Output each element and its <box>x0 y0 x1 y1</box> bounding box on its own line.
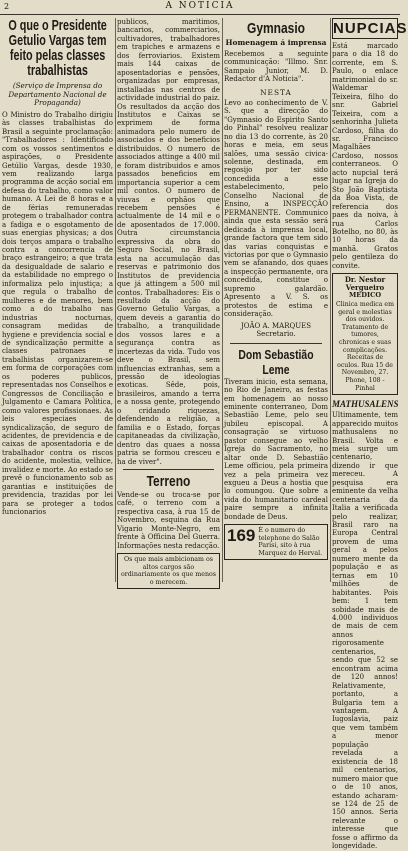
column-rule <box>330 18 331 582</box>
terreno-title: Terreno <box>146 473 191 491</box>
article-body-getulio: O Ministro do Trabalho dirigiu às classes trabalhistas do Brasil a seguinte proclamação: "Trabalhadores : Identificado com os vossos sentimentos e aspirações, o Presidente Getúlio Vargas, desde 1930, vem realizando larga programma de acção social em defesa do trabalho, como valor humano. A Lei de 8 horas e a de férias remuneradas protegem o trabalhador contra a fadiga e o esgotamento de suas energias physicas; a dos dois terços ampara o trabalho contra a concorrencia de braço estrangeiro; a que trata da desigualdade de salario e da estabilidade no emprego o informaliza pelo injustiça; a que regula o trabalho de mulheres e de menores, bem como a do trabalho nas industrias nocturnas, consagram medidas de hygiene e previdencia social e de syndicalização permitte a classes patronaes e trabalhistas organizarem-se em forma de corporações com os poderes publicos, representadas nos Conselhos e Congressos de Conciliação e Julgamento e Camara Politica, como valores profissionaes. As leis especiaes de syndicalização, de seguro de acidentes, de previdencia e de caixas de aposentadoria e de trabalhador contra os riscos do acidente, molestia, velhice, invalidez e morte. Ao estado se prevê o funcionamento sob as garantias e instituições de previdencia, trazidas por lei para se proteger a todos funcionarios <box>2 110 113 517</box>
newspaper-title: A NOTICIA <box>165 1 235 11</box>
telephone-ad-text: É o numero do telephone do Salão Parisi, sito à rua Marquez do Herval. <box>258 527 323 557</box>
doctor-ad-text: Clinica medica em geral e molestias dos ouvidos. Tratamento de tumores, chronicas e suas complicações. Receitas de oculos. Rua 15 de Novembro, 27. Phone, 108 - Pinhal <box>336 301 394 392</box>
gymnasio-letter: Levo ao conhecimento de V. S. que a direcção do "Gymnasio do Espirito Santo do Pinhal" resolveu realizar no dia 13 do corrente, às 20 horas e meia, em seus salões, uma sessão civica-solenne, destinada, em regosijo por ter sido concedida a esse estabelecimento, pelo Conselho Nacional de Ensino, a INSPECÇÃO PERMANENTE. Communico ainda que esta sessão será dedicada à imprensa local, grande factora que tem sido das varias conquistas e victorias por que o Gymnasio vem se afanando, dos quaes a inspecção permanente, ora concedida, constitue o supremo galardão. Apresento a V. S. os protestos de estima e consideração. <box>224 98 328 319</box>
article-headline-getulio: O que o Presidente Getulio Vargas tem feito pelas classes trabalhistas <box>8 17 107 79</box>
mathusalens-body: Ultimamente, tem apparecido muitos mathusalens no Brasil. Volta e meia surge um centenario, dizendo ir que mereceu. A pesquisa era eminente da velha centenaria da Italia a verificada pelo realizar, Brasil raro na Europa Central provem de uma geral a pelos numero mente da população e as ternas em 10 milhões de habitantes. Pois bem: 1 tem sobidade mais de 4.000 individuos de mais de cem annos rigorosamente centenarios, sendo que 52 se encontram acima de 120 annos! Relativamente, portanto, a Bulgaria tem a vantagem. A Iugoslavia, paiz que vem também a menor população revelada a existencia de 18 mil centenarios, numero maior que o de 10 anos, estando acharam-se 124 de 25 de 150 annos. Seria relevante o interesse que fosse o affirmo da longevidade. <box>332 411 398 851</box>
mathusalens-title: MATHUSALENS <box>332 399 399 410</box>
nupcias-title: NUPCIAS <box>333 20 408 37</box>
dom-sebastiao-title: Dom Sebastião Leme <box>238 346 314 377</box>
dom-sebastiao-body: Tiveram inicio, esta semana, no Rio de Janeiro, as festas em homenagem ao nosso eminente conterraneo, Dom Sebastião Leme, pelo seu jubileu episcopal. A consagração se virtuoso pastor consegue ao velho Igreja do Sacramento, no altar onde D. Sebastião Leme officiou, pela primeira vez a pela primeira vez exgueu a Deus a hostia que lo comungou. Que sobre a vida do humanitario cardeal paire sempre a infinita bondade de Deus. <box>224 377 328 521</box>
doctor-ad <box>332 273 398 395</box>
telephone-ad <box>224 524 328 560</box>
article-body-getulio-continued: publicos, maritimos, bancarios, commerciarios, cultivadores, trabalhadores em trapiches e armazens e dos ferroviarios. Existem mais 144 caixas de aposentadorias e pensões, organizadas por empresas, installadas nas centros de actividade industrial do paiz. Os resultados da acção dos Institutos e Caixas se exprimem de forma animadora pelo numero de associados e dos beneficios distribuidos. O numero de associados attinge a 400 mil e foram distribuidos e amos passados beneficios em importancia superior a cem mil contos. O numero de viuvas e orphãos que recebem pensões é actualmente de 14 mil e o de aposentados de 17.000. Outra circumstancia expressiva da obra do Seguro Social, no Brasil, esta na accumulação das reservas e patrimonio dos Institutos de previdencia que já attingem a 500 mil contos. Trabalhadores: Eis o resultado da acção do Governo Getulio Vargas, a quem deveis a garantia do trabalho, a tranquilidade dos vossos lares e a segurança contra as incertezas da vida. Tudo vos deve o Brasil, sem influencias extranhas, sem a pressão de ideologias exoticas. Sêde, pois, brasileiros, amando a terra e a nossa gente, protegendo o cridando riquezas, defendendo a religião, a familia e o Estado, forças capitaneadas da civilização, dentro das quaes a nossa patria se formou cresceu e ha de viver". <box>117 18 220 466</box>
column-1 <box>2 18 113 580</box>
column-2 <box>117 18 220 586</box>
footer-quote: Os que mais ambicionam os altos cargos são ordinariamente os que menos o merecem. <box>117 553 220 589</box>
gymnasio-subtitle: Homenagem á imprensa <box>225 38 327 47</box>
article-source: (Serviço de Imprensa do Departamento Nacional de Propaganda) <box>8 81 107 108</box>
column-3 <box>224 18 328 580</box>
divider <box>230 343 322 344</box>
divider <box>123 469 214 470</box>
gymnasio-title: Gymnasio <box>246 20 306 37</box>
doctor-ad-role: MEDICO <box>348 291 382 300</box>
telephone-ad-number: 169 <box>227 526 256 546</box>
terreno-body: Vende-se ou troca-se por café, o terreno com a respectiva casa, à rua 15 de Novembro, esquina da Rua Vigario Monte-Negro, em frente à Officina Del Guerra. Informações nesta redacção. <box>117 491 220 550</box>
masthead <box>0 0 400 15</box>
gymnasio-nesta: NESTA <box>260 87 292 97</box>
nupcias-body: Está marcado para o dia 18 do corrente, em S. Paulo, o enlace matrimonial do sr. Waldemar Teixeira, filho do snr. Gabriel Teixeira, com a senhorinha Julieta Cardoso, filha do sr. Francisco Magalhães Cardoso, nossos conterraneos. O acto nupcial terá lugar na Igreja do Sto João Baptista da Boa Vista, de referencia dos paes da noiva, à rua Carlos Botelho, no 80, às 10 horas da manhã. Gratos pelo gentileza do convite. <box>332 42 398 270</box>
page-number: 2 <box>4 2 12 11</box>
gymnasio-signature: JOÃO A. MARQUES Secretario. <box>240 321 312 339</box>
doctor-ad-name: Dr. Nestor Vergueiro <box>344 275 386 292</box>
column-rule <box>115 18 116 582</box>
column-rule <box>222 18 223 582</box>
gymnasio-intro: Recebemos a seguinte communicação: "Illmo. Snr. Sampaio Junior, M. D. Redactor d'A Noticia". <box>224 50 328 84</box>
column-4 <box>332 18 408 851</box>
